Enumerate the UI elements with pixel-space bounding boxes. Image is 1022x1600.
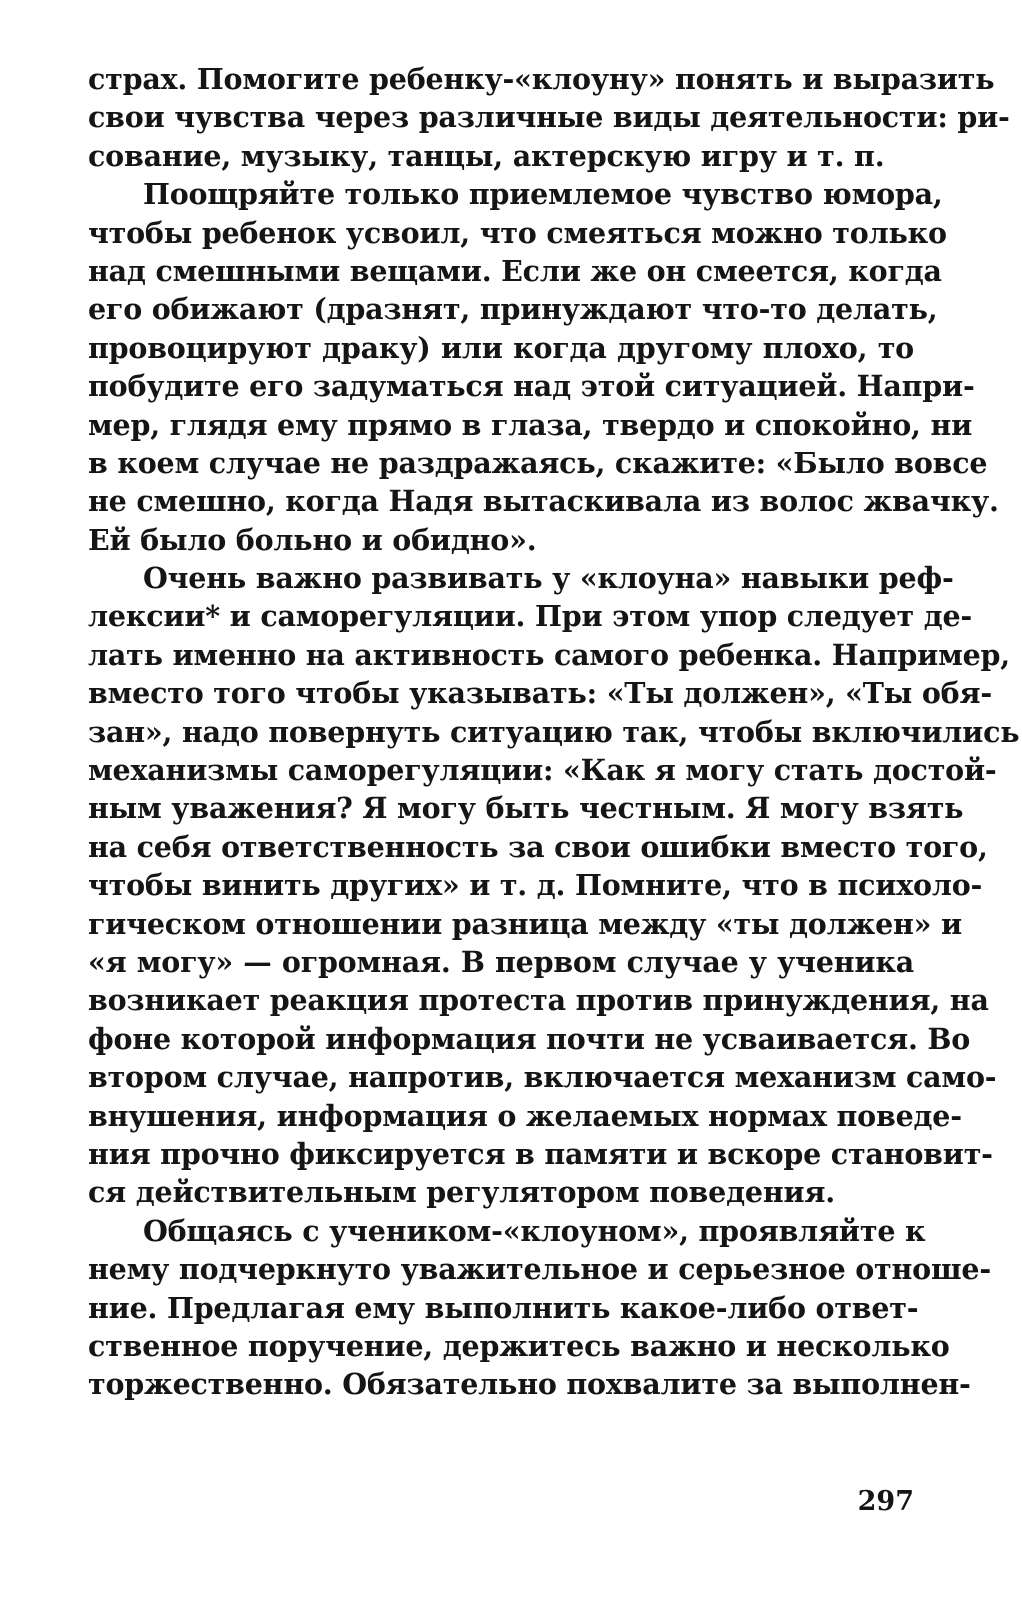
text-line: ственное поручение, держитесь важно и несколько xyxy=(88,1328,950,1363)
text-line: внушения, информация о желаемых нормах поведе- xyxy=(88,1098,962,1133)
text-line: нему подчеркнуто уважительное и серьезное отноше- xyxy=(88,1252,991,1287)
text-line: побудите его задуматься над этой ситуацией. Напри- xyxy=(88,369,975,404)
text-line: фоне которой информация почти не усваивается. Во xyxy=(88,1021,971,1056)
text-line: лать именно на активность самого ребенка. Например, xyxy=(88,637,1011,672)
text-line: механизмы саморегуляции: «Как я могу стать достой- xyxy=(88,753,997,788)
text-line: его обижают (дразнят, принуждают что-то делать, xyxy=(88,292,938,327)
text-line: вместо того чтобы указывать: «Ты должен», «Ты обя- xyxy=(88,676,992,711)
text-line: лексии* и саморегуляции. При этом упор следует де- xyxy=(88,599,973,634)
text-line: в коем случае не раздражаясь, скажите: «Было вовсе xyxy=(88,445,988,480)
text-line: Общаясь с учеником-«клоуном», проявляйте к xyxy=(143,1213,926,1248)
text-line: втором случае, напротив, включается механизм само- xyxy=(88,1060,997,1095)
text-line: чтобы винить других» и т. д. Помните, что в психоло- xyxy=(88,868,983,903)
page-text xyxy=(88,60,1020,1404)
text-line: над смешными вещами. Если же он смеется, когда xyxy=(88,253,942,288)
text-line: сование, музыку, танцы, актерскую игру и т. п. xyxy=(88,138,885,173)
text-line: гическом отношении разница между «ты должен» и xyxy=(88,906,962,941)
text-line: на себя ответственность за свои ошибки вместо того, xyxy=(88,829,988,864)
text-line: не смешно, когда Надя вытаскивала из волос жвачку. xyxy=(88,484,999,519)
text-line: возникает реакция протеста против принуждения, на xyxy=(88,983,989,1018)
page-number: 297 xyxy=(857,1486,914,1517)
text-line: ся действительным регулятором поведения. xyxy=(88,1175,835,1210)
text-line: Очень важно развивать у «клоуна» навыки реф- xyxy=(143,561,954,596)
text-line: Ей было больно и обидно». xyxy=(88,522,537,557)
text-line: ным уважения? Я могу быть честным. Я могу взять xyxy=(88,791,964,826)
text-line: мер, глядя ему прямо в глаза, твердо и спокойно, ни xyxy=(88,407,973,442)
text-line: чтобы ребенок усвоил, что смеяться можно только xyxy=(88,215,947,250)
text-line: ние. Предлагая ему выполнить какое-либо ответ- xyxy=(88,1290,919,1325)
text-line: страх. Помогите ребенку-«клоуну» понять и выразить xyxy=(88,62,995,96)
text-line: свои чувства через различные виды деятельности: ри- xyxy=(88,100,1010,135)
text-line: торжественно. Обязательно похвалите за выполнен- xyxy=(88,1367,971,1402)
text-line: ния прочно фиксируется в памяти и вскоре становит- xyxy=(88,1136,993,1171)
text-line: Поощряйте только приемлемое чувство юмора, xyxy=(143,177,943,212)
text-line: провоцируют драку) или когда другому плохо, то xyxy=(88,330,914,365)
text-line: зан», надо повернуть ситуацию так, чтобы включились xyxy=(88,714,1020,749)
text-line: «я могу» — огромная. В первом случае у ученика xyxy=(88,944,914,979)
